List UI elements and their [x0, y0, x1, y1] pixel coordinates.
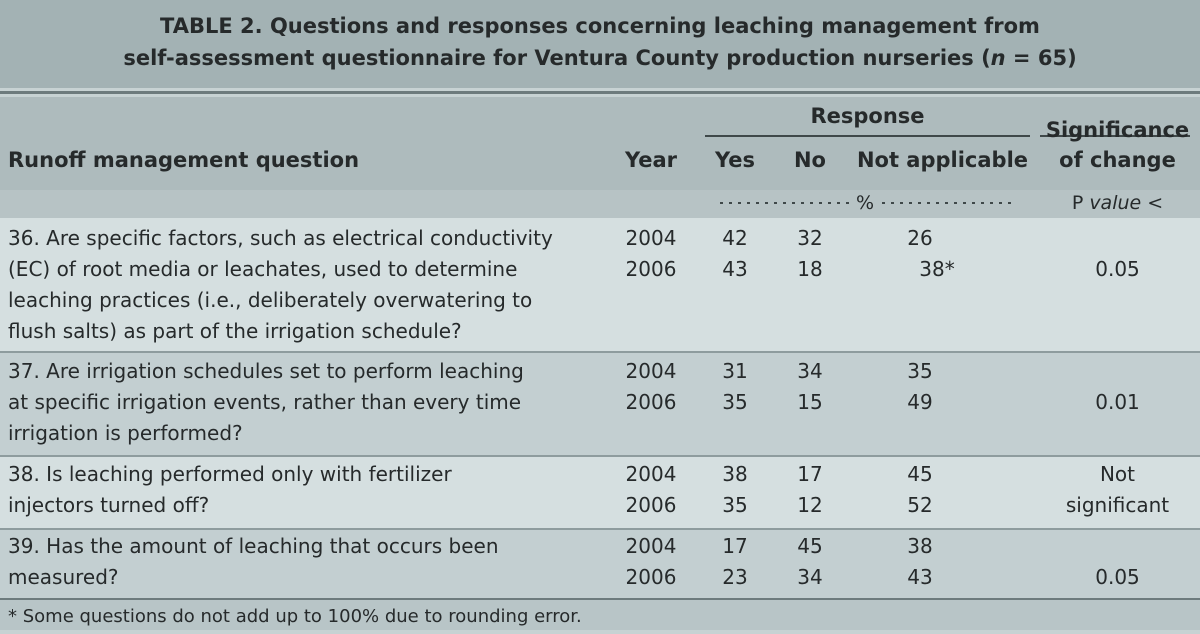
significance-cell: 0.05	[1095, 257, 1140, 281]
percent-leader-left	[720, 202, 850, 204]
no-cell: 17	[797, 462, 823, 486]
question-36	[8, 223, 608, 347]
year-cell: 2006	[625, 390, 677, 414]
year-cell: 2006	[625, 257, 677, 281]
title-line-1: TABLE 2. Questions and responses concerning leaching management from	[160, 14, 1040, 38]
question-line: 38. Is leaching performed only with fertilizer	[8, 462, 452, 486]
table-row	[0, 353, 1200, 456]
na-cell: 26	[907, 226, 933, 250]
year-cell: 2006	[625, 493, 677, 517]
question-line: measured?	[8, 565, 119, 589]
year-cell: 2004	[625, 462, 677, 486]
units-p-value	[1035, 189, 1200, 217]
table-row	[0, 457, 1200, 529]
year-cell: 2004	[625, 359, 677, 383]
na-cell: 49	[907, 390, 933, 414]
table-row	[0, 218, 1200, 352]
question-line: at specific irrigation events, rather than every time	[8, 390, 522, 414]
na-cell: 35	[907, 359, 933, 383]
no-cell: 18	[797, 257, 823, 281]
yes-cell: 35	[722, 493, 748, 517]
title-n-value: = 65)	[1005, 46, 1077, 70]
question-line: 37. Are irrigation schedules set to perform leaching	[8, 359, 524, 383]
footnote: * Some questions do not add up to 100% due to rounding error.	[0, 600, 1200, 630]
significance-cell	[1035, 459, 1200, 521]
year-cell: 2006	[625, 565, 677, 589]
yes-cell: 31	[722, 359, 748, 383]
units-p-symbol: <	[1141, 192, 1164, 214]
table-header	[0, 97, 1200, 190]
yes-cell: 35	[722, 390, 748, 414]
yes-cell: 23	[722, 565, 748, 589]
header-not-applicable: Not applicable	[856, 148, 1029, 172]
question-line: leaching practices (i.e., deliberately overwatering to	[8, 288, 533, 312]
significance-line: significant	[1065, 493, 1170, 517]
no-cell: 32	[797, 226, 823, 250]
header-response-group: Response	[810, 104, 925, 128]
question-line: (EC) of root media or leachates, used to determine	[8, 257, 518, 281]
units-percent: %	[855, 192, 875, 214]
no-cell: 34	[797, 565, 823, 589]
header-significance-1: Significance	[1045, 118, 1190, 142]
question-38	[8, 459, 608, 521]
na-cell: 52	[907, 493, 933, 517]
no-cell: 15	[797, 390, 823, 414]
title-n-symbol: n	[990, 46, 1006, 70]
response-underline	[705, 135, 1030, 137]
units-p-italic: value	[1089, 192, 1142, 214]
question-line: injectors turned off?	[8, 493, 210, 517]
header-year: Year	[624, 148, 678, 172]
header-no: No	[793, 148, 826, 172]
header-question: Runoff management question	[8, 148, 360, 172]
question-line: irrigation is performed?	[8, 421, 243, 445]
table-title	[0, 0, 1200, 88]
title-line-2	[0, 42, 1200, 74]
percent-leader-right	[882, 202, 1012, 204]
top-rule	[0, 91, 1200, 94]
na-cell: 43	[907, 565, 933, 589]
yes-cell: 38	[722, 462, 748, 486]
units-p-label: P	[1071, 192, 1090, 214]
na-cell: 38	[907, 534, 933, 558]
year-cell: 2004	[625, 534, 677, 558]
significance-line: Not	[1099, 462, 1136, 486]
question-37	[8, 356, 608, 449]
units-row	[0, 190, 1200, 218]
header-yes: Yes	[714, 148, 756, 172]
no-cell: 34	[797, 359, 823, 383]
no-cell: 45	[797, 534, 823, 558]
yes-cell: 42	[722, 226, 748, 250]
significance-cell: 0.05	[1095, 565, 1140, 589]
title-line-2-text: self-assessment questionnaire for Ventura County production nurseries (	[123, 46, 991, 70]
header-significance-2: of change	[1059, 148, 1176, 172]
table-row	[0, 530, 1200, 598]
question-line: 36. Are specific factors, such as electrical conductivity	[8, 226, 553, 250]
question-39	[8, 531, 608, 593]
question-line: flush salts) as part of the irrigation schedule?	[8, 319, 462, 343]
year-cell: 2004	[625, 226, 677, 250]
na-cell: 45	[907, 462, 933, 486]
yes-cell: 43	[722, 257, 748, 281]
question-line: 39. Has the amount of leaching that occurs been	[8, 534, 499, 558]
na-cell: 38*	[919, 257, 955, 281]
no-cell: 12	[797, 493, 823, 517]
significance-cell: 0.01	[1095, 390, 1140, 414]
yes-cell: 17	[722, 534, 748, 558]
